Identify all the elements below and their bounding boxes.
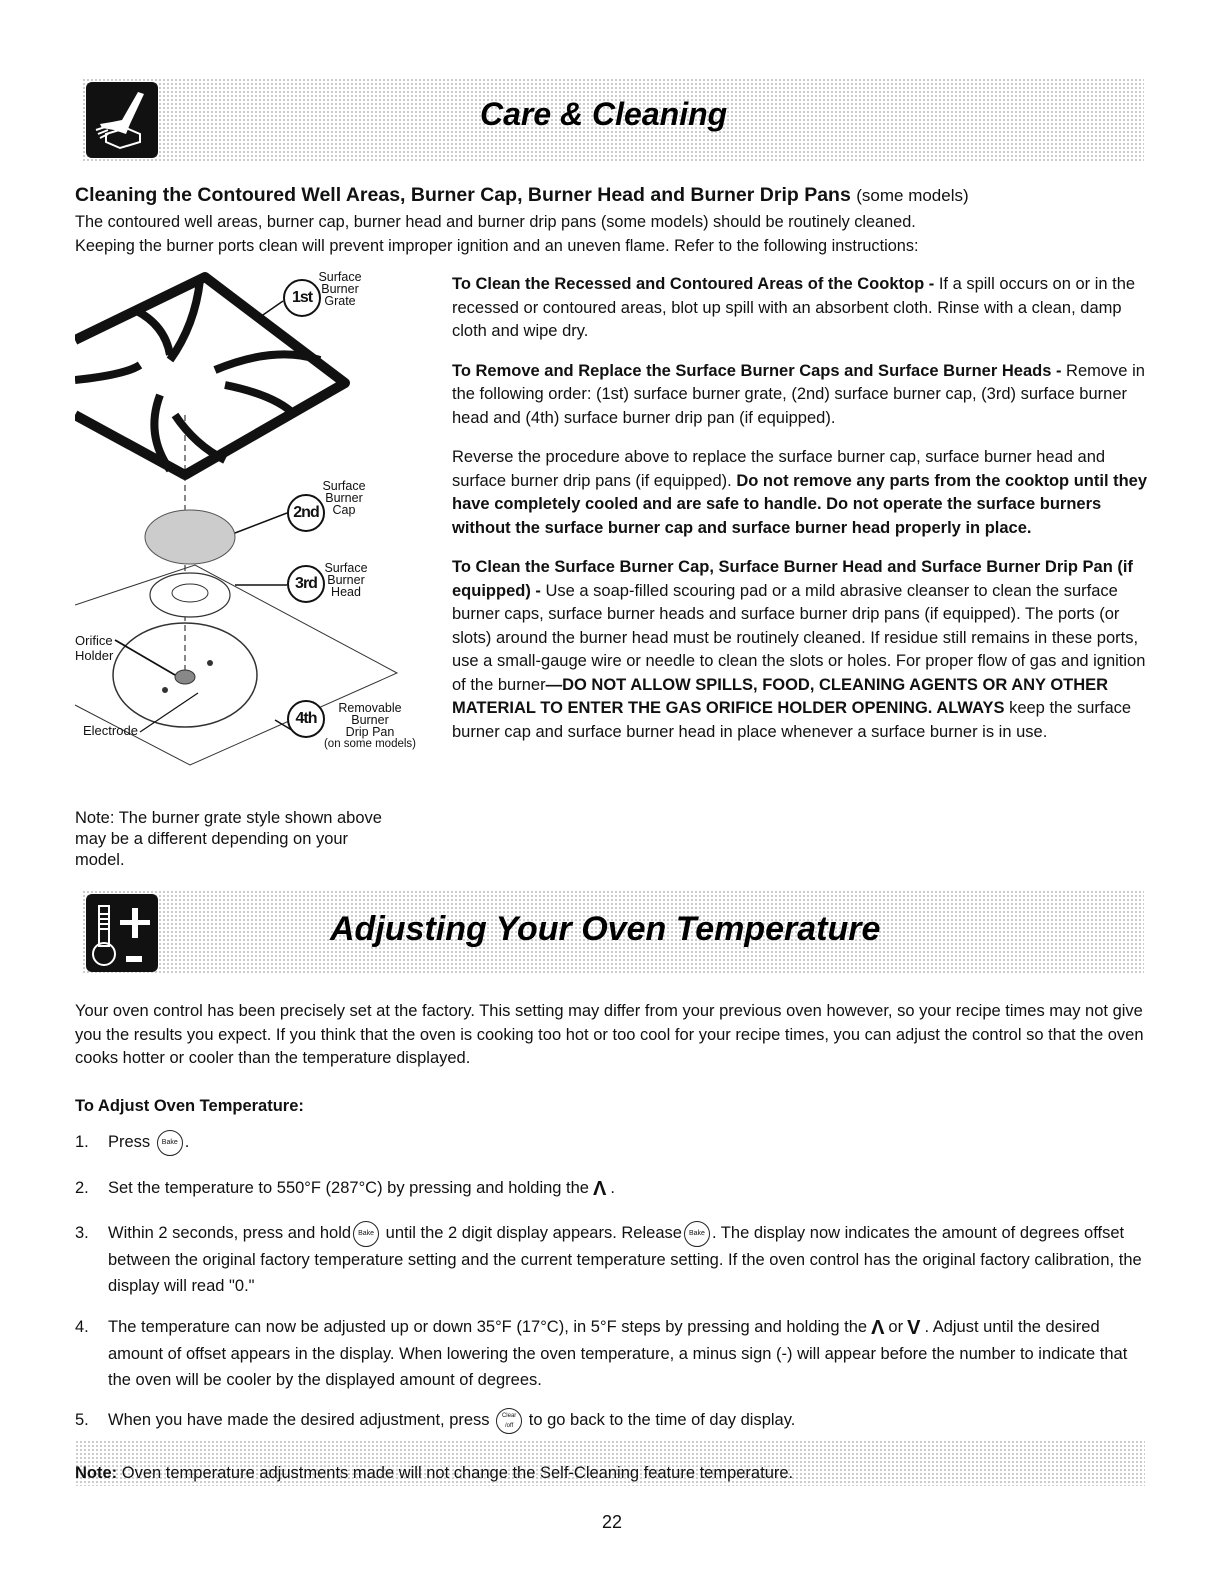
- down-arrow-key-icon[interactable]: V: [907, 1316, 921, 1339]
- adjust-subheading: To Adjust Oven Temperature:: [75, 1097, 304, 1115]
- cleaning-section-title: Cleaning the Contoured Well Areas, Burner Cap, Burner Head and Burner Drip Pans (some models): [75, 184, 969, 206]
- oven-temperature-banner: [82, 890, 1144, 974]
- hand-cleaning-icon: [86, 82, 158, 158]
- step-2nd-badge: 2nd: [287, 494, 325, 532]
- up-arrow-key-icon[interactable]: Λ: [592, 1177, 607, 1200]
- up-arrow-key-icon[interactable]: Λ: [871, 1316, 885, 1339]
- cleaning-intro: The contoured well areas, burner cap, burner head and burner drip pans (some models) should be routinely cleaned. Keeping the burner ports clean will prevent improper ignition and an uneven flame. Refer to the following instructions:: [75, 213, 919, 255]
- step-3rd-badge: 3rd: [287, 565, 325, 603]
- bake-key-icon[interactable]: Bake: [353, 1221, 379, 1247]
- page-number: 22: [601, 1512, 623, 1532]
- oven-temperature-title: Adjusting Your Oven Temperature: [330, 910, 881, 948]
- oven-intro: Your oven control has been precisely set at the factory. This setting may differ from your previous oven however, so your recipe times may not give you the results you expect. If you think that the oven is cooking too hot or too cool for your recipe times, you can adjust the control so that the oven cooks hotter or cooler than the temperature displayed.: [75, 1002, 1144, 1067]
- self-clean-note: Note: Oven temperature adjustments made will not change the Self-Cleaning feature temperature.: [75, 1440, 1145, 1486]
- bake-key-icon[interactable]: Bake: [684, 1221, 710, 1247]
- instruction-remove-replace: To Remove and Replace the Surface Burner Caps and Surface Burner Heads - Remove in the following order: (1st) surface burner grate, (2nd) surface burner cap, (3rd) surface burner head and (4th) surface burner drip pan (if equipped).: [452, 361, 1145, 427]
- care-cleaning-banner: [82, 78, 1144, 162]
- grate-style-note: Note: The burner grate style shown above may be a different depending on your model.: [75, 809, 382, 869]
- instruction-reverse-procedure: Reverse the procedure above to replace the surface burner cap, surface burner head and surface burner drip pans (if equipped). Do not remove any parts from the cooktop until they have completely cooled and are safe to handle. Do not operate the surface burners without the surface burner cap and surface burner head properly in place.: [452, 448, 1148, 537]
- label-surface-burner-head: Surface Burner Head: [324, 561, 368, 599]
- step-4th-badge: 4th: [287, 700, 325, 738]
- thermometer-plus-minus-icon: [86, 894, 158, 972]
- instruction-clean-cap-head-pan: To Clean the Surface Burner Cap, Surface Burner Head and Surface Burner Drip Pan (if equipped) - Use a soap-filled scouring pad or a mild abrasive cleanser to clean the surface burner caps, surface burner heads and surface burner drip pans (if equipped). The ports (or slots) around the burner head must be routinely cleaned. If residue still remains in these ports, use a small-gauge wire or needle to clean the slots or holes. For proper flow of gas and ignition of the burner—DO NOT ALLOW SPILLS, FOOD, CLEANING AGENTS OR ANY OTHER MATERIAL TO ENTER THE GAS ORIFICE HOLDER OPENING. ALWAYS keep the surface burner cap and surface burner head in place whenever a surface burner is in use.: [452, 558, 1146, 741]
- label-surface-burner-grate: Surface Burner Grate: [318, 270, 362, 308]
- step-1st-badge: 1st: [283, 279, 321, 317]
- label-orifice-holder: Orifice Holder: [75, 633, 114, 663]
- burner-exploded-diagram: [75, 265, 445, 865]
- care-cleaning-title: Care & Cleaning: [480, 96, 728, 132]
- cleaning-instructions: [452, 273, 1152, 760]
- label-removable-burner-drip-pan: Removable Burner Drip Pan (on some models): [323, 701, 417, 750]
- label-electrode: Electrode: [83, 723, 138, 738]
- bake-key-icon[interactable]: Bake: [157, 1130, 183, 1156]
- clear-off-key-icon[interactable]: Clear /off: [496, 1408, 522, 1434]
- instruction-recessed-areas: To Clean the Recessed and Contoured Areas of the Cooktop - If a spill occurs on or in the recessed or contoured areas, blot up spill with an absorbent cloth. Rinse with a clean, damp cloth and wipe dry.: [452, 275, 1136, 340]
- label-surface-burner-cap: Surface Burner Cap: [322, 479, 366, 517]
